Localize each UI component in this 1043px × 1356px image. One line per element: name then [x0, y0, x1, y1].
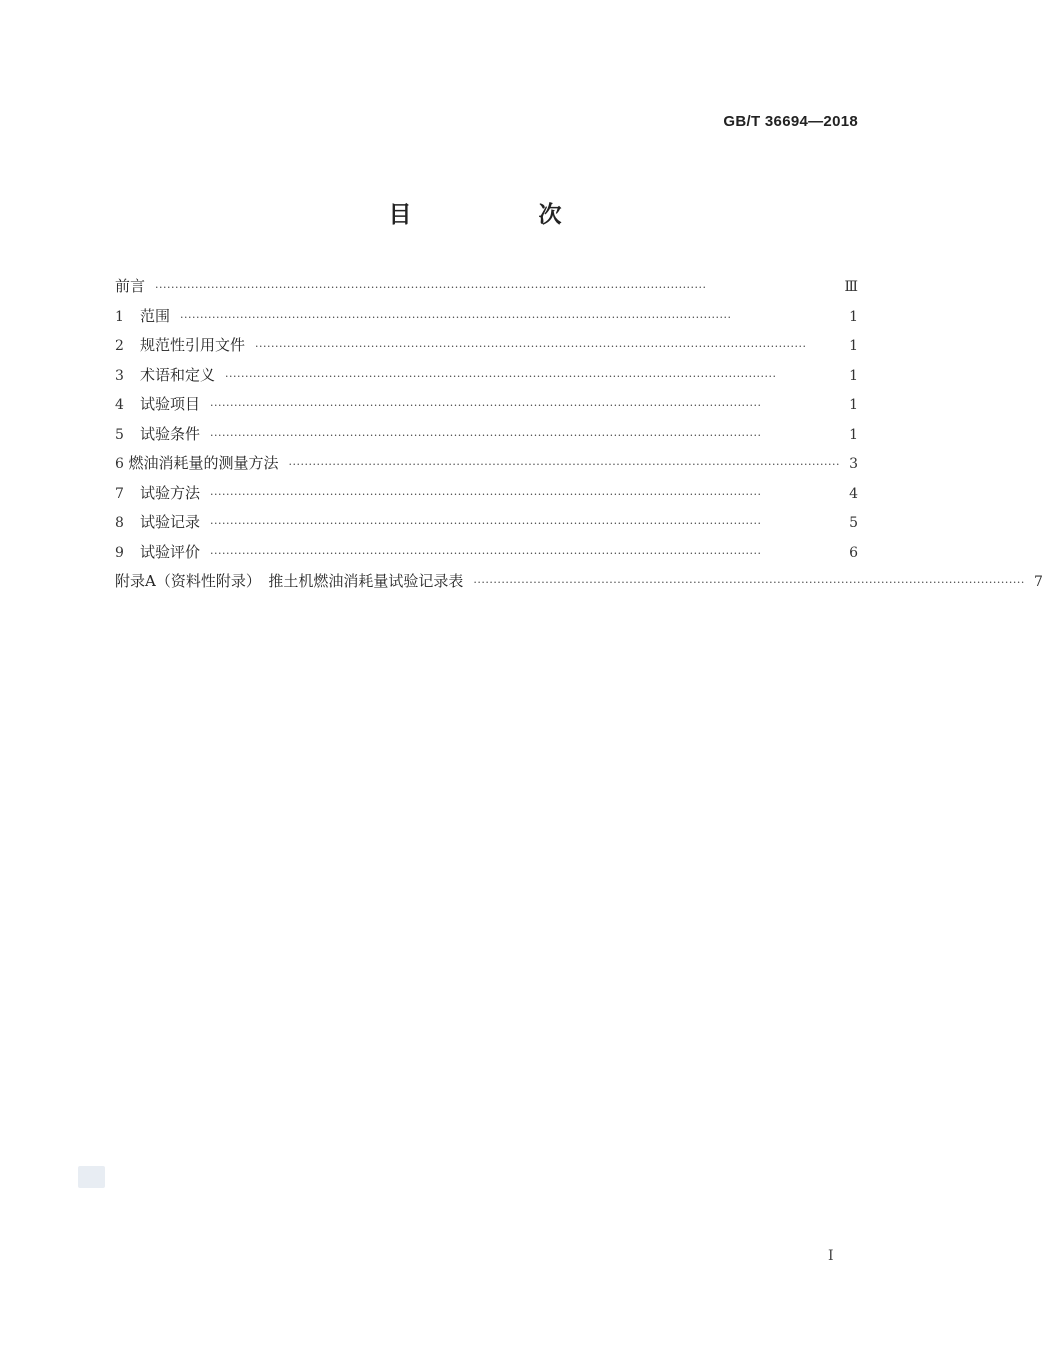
- toc-page-number: 5: [849, 515, 858, 531]
- toc-section-number: 3: [115, 367, 124, 384]
- toc-leader-dots: ··········································································································································: [210, 546, 762, 560]
- toc-section-number: 9: [115, 544, 124, 561]
- toc-page-number: 3: [849, 456, 858, 472]
- standard-code: GB/T 36694—2018: [723, 113, 858, 130]
- toc-label: 试验记录: [140, 513, 201, 531]
- toc-label: 范围: [140, 306, 171, 325]
- toc-section-number: 7: [115, 485, 124, 502]
- page-number: Ⅰ: [828, 1248, 834, 1264]
- toc-label: 术语和定义: [140, 365, 216, 384]
- toc-page-number: 4: [849, 485, 858, 502]
- toc-entry[interactable]: [115, 538, 858, 568]
- toc-leader-dots: ··········································································································································: [288, 458, 840, 471]
- toc-leader-dots: ··········································································································································: [180, 310, 732, 324]
- toc-page-number: 1: [849, 397, 858, 413]
- toc-page-number: 6: [849, 544, 858, 561]
- toc-page-number: 1: [849, 308, 858, 325]
- page-title: 目 次: [388, 202, 614, 228]
- toc-page-number: 1: [849, 426, 858, 443]
- scan-mark: [78, 1166, 105, 1188]
- toc-entry[interactable]: [115, 508, 858, 538]
- table-of-contents: [115, 272, 1043, 597]
- toc-label: 试验评价: [140, 542, 201, 561]
- toc-label: 试验条件: [140, 424, 201, 443]
- toc-section-number: 4: [115, 397, 124, 413]
- toc-leader-dots: ··········································································································································: [210, 487, 762, 501]
- toc-label: 附录A（资料性附录） 推土机燃油消耗量试验记录表: [115, 572, 464, 590]
- toc-label: 前言: [115, 277, 146, 295]
- toc-section-number: 1: [115, 308, 124, 325]
- toc-label: 试验项目: [140, 395, 201, 413]
- toc-entry-appendix-a[interactable]: [115, 567, 1043, 597]
- toc-entry[interactable]: [115, 479, 858, 509]
- toc-entry[interactable]: [115, 331, 858, 361]
- toc-label: 燃油消耗量的测量方法: [128, 454, 279, 472]
- toc-leader-dots: ··········································································································································: [210, 428, 762, 442]
- toc-section-number: 8: [115, 515, 124, 531]
- toc-entry[interactable]: [115, 361, 858, 391]
- toc-entry[interactable]: [115, 390, 858, 420]
- toc-leader-dots: ··········································································································································: [210, 399, 762, 412]
- toc-leader-dots: ··········································································································································: [155, 281, 707, 294]
- toc-section-number: 6: [115, 456, 124, 472]
- toc-entry-foreword[interactable]: [115, 272, 858, 302]
- toc-entry[interactable]: [115, 302, 858, 332]
- toc-entry[interactable]: [115, 449, 858, 479]
- toc-section-number: 2: [115, 338, 124, 354]
- toc-leader-dots: ··········································································································································: [255, 340, 807, 353]
- toc-page-number: 7: [1033, 574, 1043, 590]
- toc-page-number: 1: [849, 367, 858, 384]
- toc-section-number: 5: [115, 426, 124, 443]
- toc-leader-dots: ··········································································································································: [225, 369, 777, 383]
- toc-leader-dots: ··········································································································································: [473, 576, 1025, 589]
- toc-leader-dots: ··········································································································································: [210, 517, 762, 530]
- toc-label: 规范性引用文件: [140, 336, 246, 354]
- toc-entry[interactable]: [115, 420, 858, 450]
- toc-page-number: 1: [849, 338, 858, 354]
- toc-label: 试验方法: [140, 483, 201, 502]
- toc-page-number: Ⅲ: [844, 279, 858, 295]
